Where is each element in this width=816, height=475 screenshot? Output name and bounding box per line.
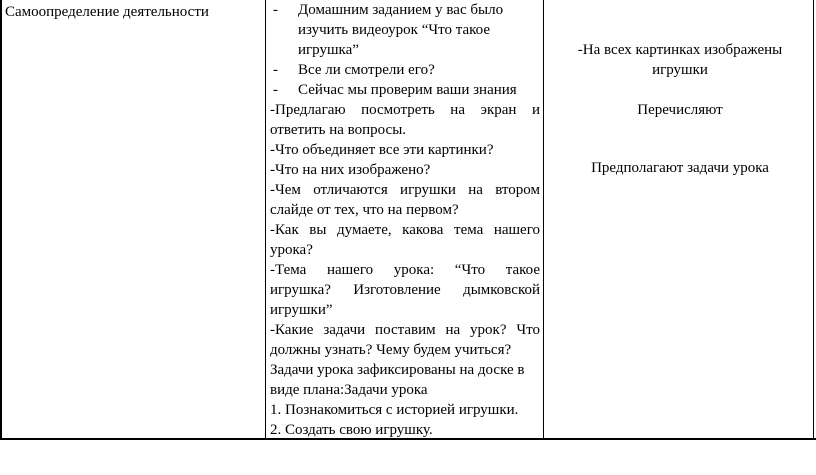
text-line: Задачи урока зафиксированы на доске в: [270, 362, 525, 378]
text-line: игрушка? Изготовление дымковской: [270, 282, 540, 298]
bullet-item: - Сейчас мы проверим ваши знания: [270, 80, 540, 100]
stage-cell: [5, 2, 255, 22]
column-divider-2: [543, 0, 544, 440]
student-answer-line: игрушки: [652, 62, 708, 78]
text-line: 1. Познакомиться с историей игрушки.: [270, 402, 519, 418]
bullet-item: - Все ли смотрели его?: [270, 60, 540, 80]
table-right-border: [813, 0, 814, 440]
stage-title: Самоопределение деятельности: [5, 4, 209, 20]
column-divider-1: [265, 0, 266, 440]
text-line: урока?: [270, 242, 313, 258]
student-answer: Перечисляют: [637, 102, 723, 118]
teacher-activity-cell: [270, 0, 540, 440]
text-line: -Как вы думаете, какова тема нашего: [270, 222, 540, 238]
text-line: игрушки”: [270, 302, 333, 318]
text-line: ответить на вопросы.: [270, 122, 407, 138]
student-activity-cell-3: [548, 158, 812, 178]
text-line: -Что на них изображено?: [270, 162, 431, 178]
student-activity-cell-1: [548, 40, 812, 80]
text-line: -Что объединяет все эти картинки?: [270, 142, 494, 158]
text-line: слайде от тех, что на первом?: [270, 202, 459, 218]
text-line: 2. Создать свою игрушку.: [270, 422, 433, 438]
text-line: -Предлагаю посмотреть на экран и: [270, 102, 540, 118]
table-left-border: [0, 0, 2, 440]
text-line: должны узнать? Чему будем учиться?: [270, 342, 512, 358]
text-line: виде плана:Задачи урока: [270, 382, 428, 398]
student-answer-line: -На всех картинках изображены: [577, 42, 783, 58]
student-answer: Предполагают задачи урока: [591, 160, 769, 176]
text-line: -Чем отличаются игрушки на втором: [270, 182, 540, 198]
text-line: -Какие задачи поставим на урок? Что: [270, 322, 540, 338]
text-line: -Тема нашего урока: “Что такое: [270, 262, 540, 278]
student-activity-cell-2: [548, 100, 812, 120]
bullet-item: - Домашним заданием у вас было изучить видеоурок “Что такое игрушка”: [270, 0, 530, 60]
